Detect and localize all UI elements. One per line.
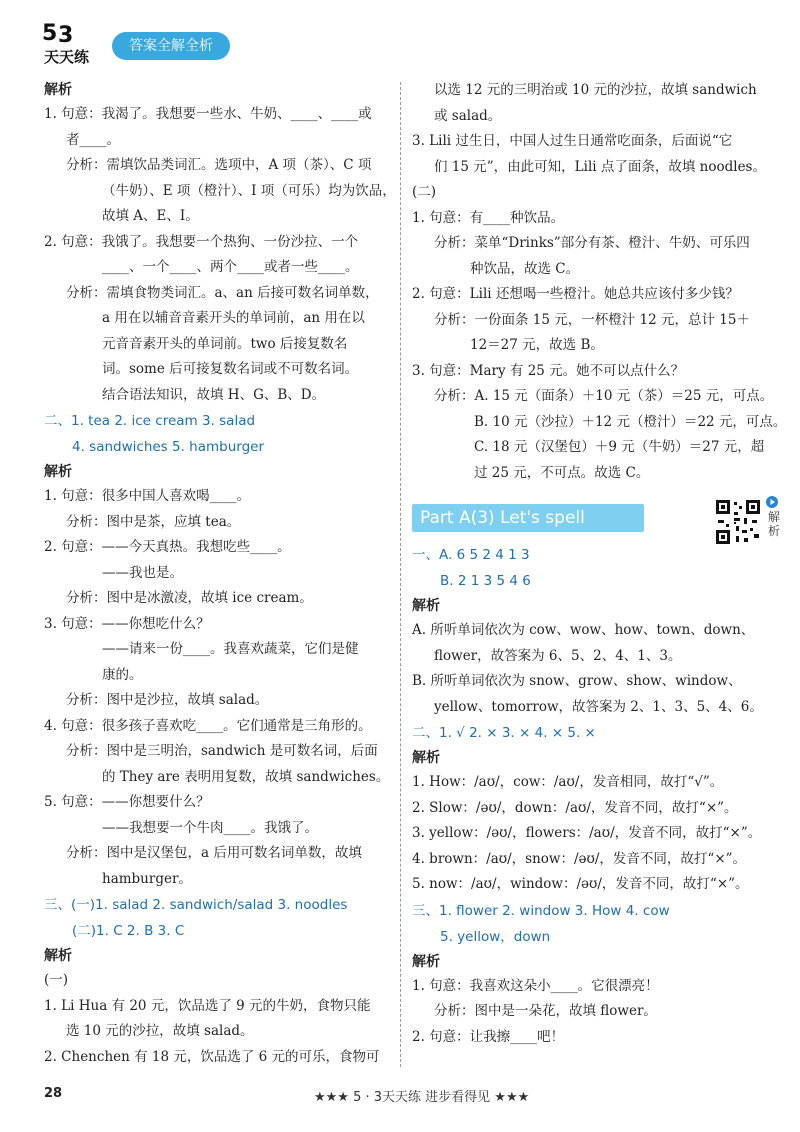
text-line: 1. 句意：很多中国人喜欢喝____。 — [44, 488, 251, 504]
text-line: 4. brown：/aʊ/，snow：/əʊ/，发音不同，故打“×”。 — [412, 850, 747, 867]
text-line: 分析：图中是汉堡包，a 后用可数名词单数，故填 — [66, 845, 362, 861]
text-line: 分析：图中是三明治，sandwich 是可数名词，后面 — [66, 743, 378, 759]
text-line: 们 15 元”，由此可知，Lili 点了面条，故填 noodles。 — [434, 158, 766, 175]
text-line: (二) — [412, 184, 437, 200]
right-column — [412, 78, 787, 1050]
text-line: (一) — [44, 972, 69, 988]
text-line: B. 10 元（沙拉）＋12 元（橙汁）＝22 元，可点。 — [474, 413, 787, 430]
text-line: 故填 A、E、I。 — [102, 208, 199, 224]
text-line: ——请来一份____。我喜欢蔬菜，它们是健 — [102, 641, 359, 657]
answer-line: 二、1. √ 2. × 3. × 4. × 5. × — [412, 725, 596, 741]
text-line: 或 salad。 — [434, 107, 502, 124]
text-line: 2. 句意：——今天真热。我想吃些____。 — [44, 539, 291, 555]
answer-line: 三、(一)1. salad 2. sandwich/salad 3. noodles — [44, 897, 348, 913]
answer-line: B. 2 1 3 5 4 6 — [440, 573, 531, 589]
text-line: 分析：A. 15 元（面条）＋10 元（茶）＝25 元，可点。 — [434, 388, 774, 404]
section-heading: 解析 — [44, 464, 72, 480]
text-line: 3. yellow：/əʊ/，flowers：/aʊ/，发音不同，故打“×”。 — [412, 825, 762, 841]
answer-line: (二)1. C 2. B 3. C — [72, 923, 185, 939]
text-line: 1. 句意：我渴了。我想要一些水、牛奶、____、____或 — [44, 106, 372, 122]
column-divider — [400, 82, 401, 1067]
text-line: 2. 句意：Lili 还想喝一些橙汁。她总共应该付多少钱？ — [412, 286, 739, 302]
text-line: 分析：需填饮品类词汇。选项中，A 项（茶）、C 项 — [66, 157, 372, 173]
svg-text:5: 5 — [42, 21, 58, 46]
part-header-row — [412, 504, 781, 538]
text-line: 分析：需填食物类词汇。a、an 后接可数名词单数， — [66, 284, 379, 301]
text-line: 2. Slow：/əʊ/，down：/aʊ/，发音不同，故打“×”。 — [412, 799, 738, 816]
text-line: hamburger。 — [102, 870, 192, 887]
play-icon[interactable] — [766, 496, 778, 508]
text-line: yellow、tomorrow，故答案为 2、1、3、5、4、6。 — [434, 698, 763, 715]
text-line: 1. How：/aʊ/，cow：/aʊ/，发音相同，故打“√”。 — [412, 774, 724, 790]
text-line: 4. 句意：很多孩子喜欢吃____。它们通常是三角形的。 — [44, 717, 372, 734]
qr-block — [714, 498, 781, 550]
text-line: 以选 12 元的三明治或 10 元的沙拉，故填 sandwich — [434, 82, 757, 98]
text-line: 1. 句意：有____种饮品。 — [412, 209, 565, 226]
text-line: 分析：图中是茶，应填 tea。 — [66, 513, 241, 530]
text-line: 1. Li Hua 有 20 元，饮品选了 9 元的牛奶，食物只能 — [44, 997, 371, 1014]
text-line: 分析：图中是一朵花，故填 flower。 — [434, 1003, 657, 1019]
text-line: 选 10 元的沙拉，故填 salad。 — [66, 1023, 254, 1039]
text-line: 12＝27 元，故选 B。 — [470, 337, 604, 353]
answer-line: 4. sandwiches 5. hamburger — [72, 439, 265, 455]
answer-line: 一、A. 6 5 2 4 1 3 — [412, 547, 530, 563]
text-line: ——我想要一个牛肉____。我饿了。 — [102, 819, 318, 836]
svg-text:3: 3 — [58, 23, 74, 48]
text-line: 者____。 — [66, 131, 120, 148]
answer-line: 二、1. tea 2. ice cream 3. salad — [44, 413, 256, 429]
section-heading: 解析 — [44, 948, 72, 964]
text-line: 3. Lili 过生日，中国人过生日通常吃面条，后面说“它 — [412, 133, 733, 149]
footer-slogan: ★★★ 5 · 3天天练 进步看得见 ★★★ — [314, 1090, 530, 1105]
text-line: A. 所听单词依次为 cow、wow、how、town、down、 — [412, 622, 755, 638]
section-heading: 解析 — [44, 82, 72, 98]
text-line: 3. 句意：Mary 有 25 元。她不可以点什么？ — [412, 362, 685, 379]
text-line: 康的。 — [102, 666, 143, 683]
text-line: 词。some 后可接复数名词或不可数名词。 — [102, 361, 359, 377]
text-line: ____、一个____、两个____或者一些____。 — [102, 259, 359, 275]
text-line: 元音音素开头的单词前。two 后接复数名 — [102, 335, 348, 352]
left-column — [44, 78, 394, 1070]
text-line: 分析：图中是沙拉，故填 salad。 — [66, 692, 269, 708]
text-line: 2. 句意：让我擦____吧！ — [412, 1028, 565, 1045]
text-line: 3. 句意：——你想吃什么？ — [44, 615, 210, 632]
page-number: 28 — [44, 1086, 63, 1101]
logo-53-tiantianlian — [40, 18, 106, 66]
text-line: a 用在以辅音音素开头的单词前，an 用在以 — [102, 310, 365, 326]
text-line: flower，故答案为 6、5、2、4、1、3。 — [434, 647, 682, 664]
text-line: 过 25 元，不可点。故选 C。 — [474, 464, 650, 481]
section-heading: 解析 — [412, 953, 440, 970]
section-heading: 解析 — [412, 598, 440, 614]
text-line: 分析：图中是冰激凌，故填 ice cream。 — [66, 590, 313, 606]
text-line: 分析：菜单“Drinks”部分有茶、橙汁、牛奶、可乐四 — [434, 235, 750, 251]
qr-label: 解析 — [768, 510, 781, 538]
text-line: 种饮品，故选 C。 — [470, 260, 580, 277]
text-line: 2. Chenchen 有 18 元，饮品选了 6 元的可乐，食物可 — [44, 1048, 380, 1065]
text-line: （牛奶）、E 项（橙汁）、I 项（可乐）均为饮品， — [102, 182, 396, 199]
text-line: 5. 句意：——你想要什么？ — [44, 794, 210, 810]
section-heading: 解析 — [412, 750, 440, 766]
answer-line: 5. yellow，down — [440, 928, 551, 945]
text-line: 5. now：/aʊ/，window：/əʊ/，发音不同，故打“×”。 — [412, 876, 749, 892]
part-title: Part A(3) Let's spell — [412, 504, 644, 532]
text-line: 的 They are 表明用复数，故填 sandwiches。 — [102, 768, 390, 785]
text-line: 结合语法知识，故填 H、G、B、D。 — [102, 386, 326, 403]
answer-line: 三、1. flower 2. window 3. How 4. cow — [412, 902, 670, 919]
text-line: ——我也是。 — [102, 564, 183, 581]
answer-banner: 答案全解全析 — [112, 32, 230, 60]
text-line: 分析：一份面条 15 元，一杯橙汁 12 元，总计 15＋ — [434, 311, 750, 328]
text-line: C. 18 元（汉堡包）＋9 元（牛奶）＝27 元，超 — [474, 439, 765, 455]
text-line: 1. 句意：我喜欢这朵小____。它很漂亮！ — [412, 977, 659, 994]
text-line: 2. 句意：我饿了。我想要一个热狗、一份沙拉、一个 — [44, 233, 359, 250]
text-line: B. 所听单词依次为 snow、grow、show、window、 — [412, 673, 742, 689]
qr-code-icon[interactable] — [714, 498, 762, 546]
svg-text:天天练: 天天练 — [44, 48, 90, 66]
